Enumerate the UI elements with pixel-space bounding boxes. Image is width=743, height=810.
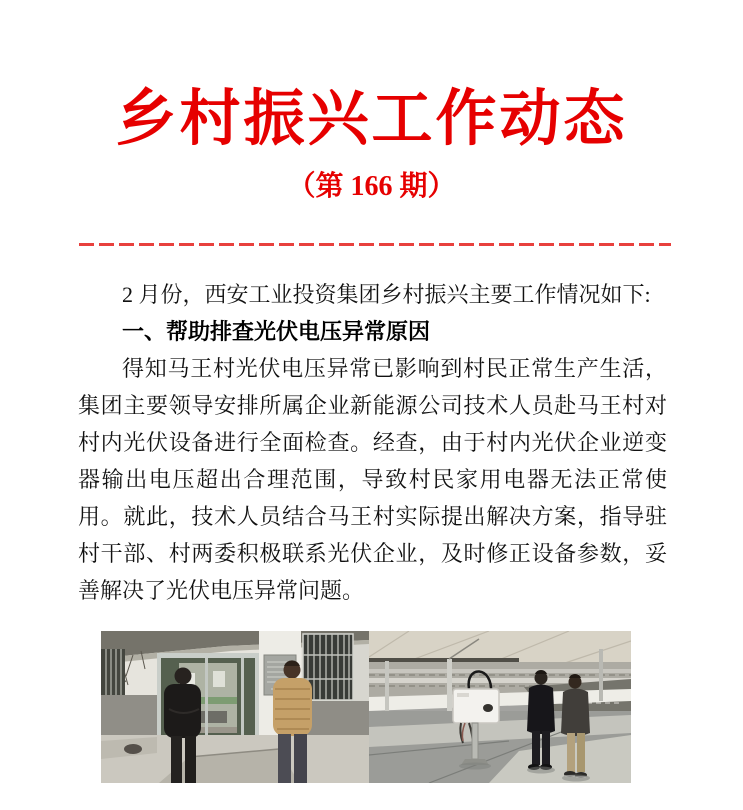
village-office-entrance-inspection-photo bbox=[101, 631, 369, 783]
solar-canopy-inverter-inspection-photo bbox=[369, 631, 631, 783]
intro-sentence: 2 月份，西安工业投资集团乡村振兴主要工作情况如下: bbox=[122, 282, 651, 307]
section-1-paragraph: 得知马王村光伏电压异常已影响到村民正常生产生活，集团主要领导安排所属企业新能源公司技术人员赴马王村对村内光伏设备进行全面检查。经查，由于村内光伏企业逆变器输出电压超出合理范围，导致村民家用电器无法正常使用。就此，技术人员结合马王村实际提出解决方案，指导驻村干部、村两委积极联系光伏企业，及时修正设备参数，妥善解决了光伏电压异常问题。 bbox=[78, 356, 667, 603]
photo-row bbox=[78, 631, 667, 783]
section-1-heading: 一、帮助排查光伏电压异常原因 bbox=[122, 319, 431, 344]
newsletter-title: 乡村振兴工作动态 bbox=[115, 86, 628, 153]
red-dashed-divider bbox=[79, 243, 671, 246]
issue-number: （第 166 期） bbox=[287, 171, 456, 202]
article-body bbox=[78, 276, 667, 783]
